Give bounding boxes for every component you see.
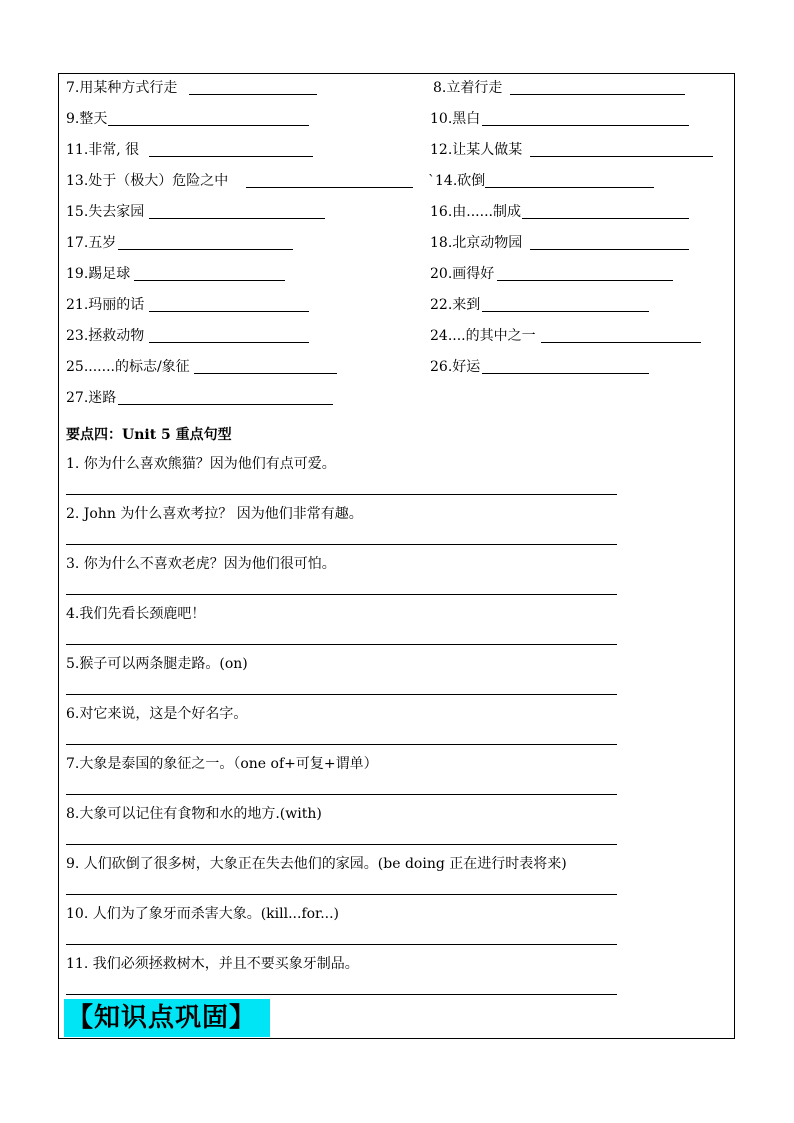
vocab-item: `14.砍倒 <box>428 173 486 189</box>
vocab-answer-blank[interactable] <box>118 249 293 250</box>
sentence-answer-line[interactable] <box>66 594 617 595</box>
vocab-item: 26.好运 <box>430 359 481 375</box>
sentence-prompt: 4.我们先看长颈鹿吧！ <box>66 606 206 622</box>
vocab-answer-blank[interactable] <box>246 187 413 188</box>
sentence-answer-line[interactable] <box>66 794 617 795</box>
sentence-prompt: 10. 人们为了象牙而杀害大象。(kill...for...) <box>66 906 340 922</box>
vocab-item: 16.由......制成 <box>430 204 521 220</box>
banner-label: 【知识点巩固】 <box>67 1003 257 1033</box>
knowledge-consolidation-banner <box>64 999 270 1037</box>
vocab-item: 13.处于（极大）危险之中 <box>66 173 229 189</box>
vocab-answer-blank[interactable] <box>194 373 337 374</box>
vocab-item: 12.让某人做某 <box>430 142 523 158</box>
sentence-prompt: 2. John 为什么喜欢考拉？ 因为他们非常有趣。 <box>66 506 363 522</box>
vocab-item: 24....的其中之一 <box>430 328 536 344</box>
vocab-answer-blank[interactable] <box>482 311 649 312</box>
sentence-answer-line[interactable] <box>66 494 617 495</box>
vocab-item: 23.拯救动物 <box>66 328 145 344</box>
vocab-answer-blank[interactable] <box>530 249 689 250</box>
vocab-answer-blank[interactable] <box>149 218 325 219</box>
sentence-prompt: 9. 人们砍倒了很多树，大象正在失去他们的家园。(be doing 正在进行时表将来) <box>66 856 567 872</box>
sentence-answer-line[interactable] <box>66 744 617 745</box>
vocab-item: 18.北京动物园 <box>430 235 523 251</box>
vocab-item: 27.迷路 <box>66 390 117 406</box>
vocab-answer-blank[interactable] <box>482 125 689 126</box>
sentence-answer-line[interactable] <box>66 844 617 845</box>
vocab-item: 8.立着行走 <box>433 80 503 96</box>
sentence-prompt: 8.大象可以记住有食物和水的地方.(with) <box>66 806 322 822</box>
vocab-item: 15.失去家园 <box>66 204 145 220</box>
vocab-item: 17.五岁 <box>66 235 117 251</box>
sentence-prompt: 6.对它来说，这是个好名字。 <box>66 706 248 722</box>
sentence-answer-line[interactable] <box>66 944 617 945</box>
vocab-item: 7.用某种方式行走 <box>66 80 178 96</box>
vocab-item: 22.来到 <box>430 297 481 313</box>
sentence-prompt: 7.大象是泰国的象征之一。（one of+可复+谓单） <box>66 756 378 772</box>
sentence-prompt: 3. 你为什么不喜欢老虎？因为他们很可怕。 <box>66 556 336 572</box>
vocab-answer-blank[interactable] <box>541 342 701 343</box>
vocab-item: 19.踢足球 <box>66 266 131 282</box>
vocab-item: 11.非常, 很 <box>66 142 140 158</box>
sentence-answer-line[interactable] <box>66 894 617 895</box>
vocab-answer-blank[interactable] <box>485 187 654 188</box>
sentence-prompt: 5.猴子可以两条腿走路。(on) <box>66 656 248 672</box>
vocab-answer-blank[interactable] <box>530 156 713 157</box>
vocab-answer-blank[interactable] <box>149 156 313 157</box>
vocab-item: 20.画得好 <box>430 266 495 282</box>
sentence-answer-line[interactable] <box>66 544 617 545</box>
vocab-item: 25.......的标志/象征 <box>66 359 190 375</box>
vocab-item: 9.整天 <box>66 111 108 127</box>
vocab-answer-blank[interactable] <box>482 373 649 374</box>
vocab-answer-blank[interactable] <box>149 311 309 312</box>
vocab-answer-blank[interactable] <box>497 280 673 281</box>
vocab-answer-blank[interactable] <box>108 125 309 126</box>
vocab-answer-blank[interactable] <box>118 404 333 405</box>
sentence-answer-line[interactable] <box>66 994 617 995</box>
sentence-prompt: 1. 你为什么喜欢熊猫？因为他们有点可爱。 <box>66 456 336 472</box>
sentence-prompt: 11. 我们必须拯救树木，并且不要买象牙制品。 <box>66 956 359 972</box>
vocab-item: 10.黑白 <box>430 111 481 127</box>
vocab-answer-blank[interactable] <box>149 342 309 343</box>
vocab-answer-blank[interactable] <box>189 94 317 95</box>
sentence-answer-line[interactable] <box>66 694 617 695</box>
sentence-answer-line[interactable] <box>66 644 617 645</box>
section-title: 要点四：Unit 5 重点句型 <box>66 427 232 443</box>
vocab-answer-blank[interactable] <box>510 94 685 95</box>
vocab-item: 21.玛丽的话 <box>66 297 145 313</box>
vocab-answer-blank[interactable] <box>522 218 689 219</box>
vocab-answer-blank[interactable] <box>134 280 285 281</box>
